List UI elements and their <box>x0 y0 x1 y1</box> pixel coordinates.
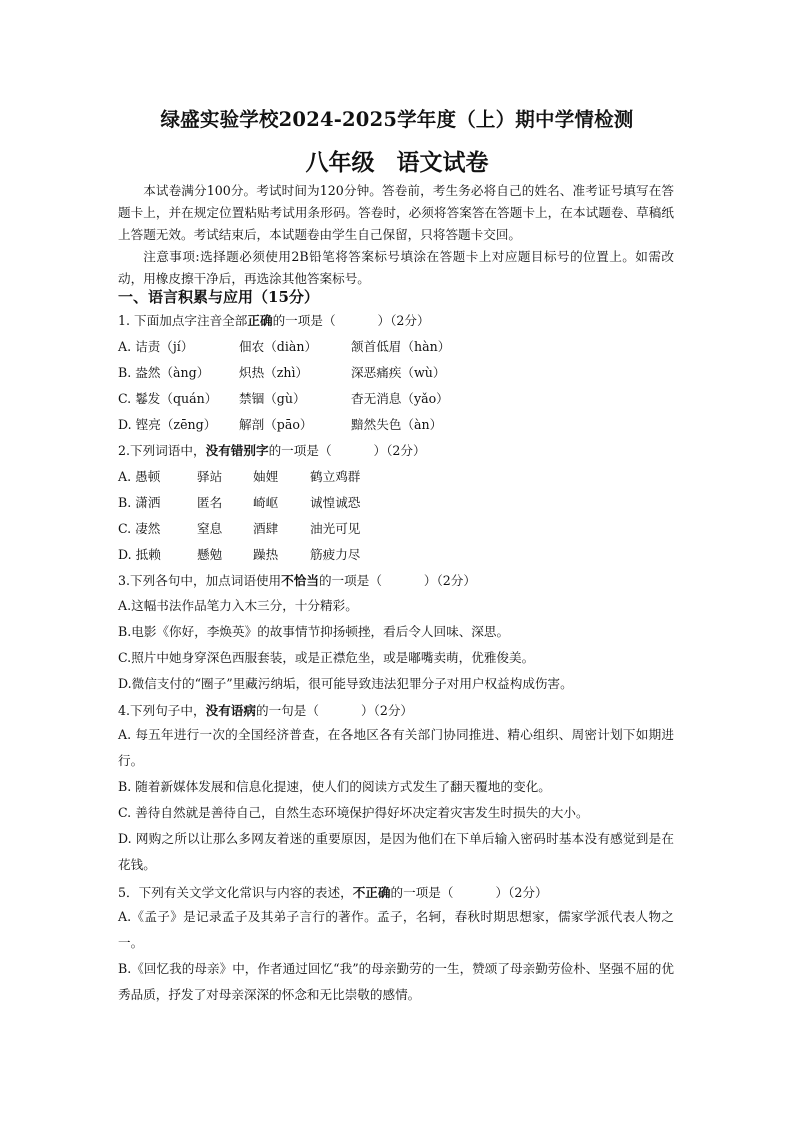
q2-word: B. 潇洒 <box>118 495 161 510</box>
q3-option-d: D.微信支付的“圈子”里藏污纳垢，很可能导致违法犯罪分子对用户权益构成伤害。 <box>118 676 573 691</box>
q1-option-a1: A. 诘责（jí） <box>118 339 194 354</box>
q2-post: 的一项是（ <box>268 443 332 458</box>
q2-word: 油光可见 <box>310 521 361 536</box>
q4-option-c: C. 善待自然就是善待自己，自然生态环境保护得好坏决定着灾害发生时损失的大小。 <box>118 805 589 820</box>
section-heading: 一、语言积累与应用（15分） <box>118 288 319 306</box>
q4-option-a: A. 每五年进行一次的全国经济普查，在各地区各有关部门协同推进、精心组织、周密计划下如期进行。 <box>118 727 674 768</box>
q1-bold: 正确 <box>247 313 273 328</box>
q3-post: 的一项是（ <box>318 573 382 588</box>
q2-word: D. 抵赖 <box>118 547 161 562</box>
q3-pre: 3.下列各句中，加点词语使用 <box>118 573 282 588</box>
q2-word: C. 凄然 <box>118 521 161 536</box>
q2-word: 窒息 <box>197 521 223 536</box>
q4-bold: 没有语病 <box>205 703 256 718</box>
q3-option-b: B.电影《你好，李焕英》的故事情节抑扬顿挫，看后令人回味、深思。 <box>118 624 510 639</box>
intro-paragraph: 本试卷满分100分。考试时间为120分钟。答卷前，考生务必将自己的姓名、准考证号填写在答题卡上，并在规定位置粘贴考试用条形码。答卷时，必须将答案答在答题卡上，在本试题卷、草稿纸上答题无效。考试结束后，本试题卷由学生自己保留，只将答题卡交回。 <box>118 183 674 242</box>
q2-word: 崎岖 <box>253 495 279 510</box>
q2-word: 鹤立鸡群 <box>310 469 361 484</box>
q2-word: 妯娌 <box>253 469 279 484</box>
q1-option-b3: 深恶痛疾（wù） <box>351 365 446 380</box>
exam-subtitle <box>0 144 794 177</box>
q2-bold: 没有错别字 <box>205 443 269 458</box>
q1-option-c1: C. 鬈发（quán） <box>118 391 218 406</box>
q1-option-b2: 炽热（zhì） <box>239 365 309 380</box>
q1-option-a3: 颔首低眉（hàn） <box>351 339 451 354</box>
q1-option-b1: B. 盎然（àng） <box>118 365 210 380</box>
q3-option-a: A.这幅书法作品笔力入木三分，十分精彩。 <box>118 598 358 613</box>
q1-option-d2: 解剖（pāo） <box>239 417 313 432</box>
q1-option-c3: 杳无消息（yǎo） <box>351 391 449 406</box>
q2-word: 懸勉 <box>197 547 223 562</box>
q4-score: ）（2分） <box>360 703 414 718</box>
q5-pre: 5．下列有关文学文化常识与内容的表述， <box>118 885 353 900</box>
q2-pre: 2.下列词语中， <box>118 443 206 458</box>
q2-word: 酒肆 <box>253 521 279 536</box>
q1-post: 的一项是（ <box>272 313 336 328</box>
q1-pre: 1. 下面加点字注音全部 <box>118 313 248 328</box>
question-2-stem <box>118 440 426 459</box>
question-5-stem <box>118 882 548 901</box>
exam-title: 绿盛实验学校2024-2025学年度（上）期中学情检测 <box>160 108 634 131</box>
q5-option-b: B.《回忆我的母亲》中，作者通过回忆“我”的母亲勤劳的一生，赞颂了母亲勤劳俭朴、坚强不屈的优秀品质，抒发了对母亲深深的怀念和无比崇敬的感情。 <box>118 961 674 1002</box>
question-3-stem <box>118 570 476 589</box>
q2-word: 驿站 <box>197 469 223 484</box>
q1-score: ）（2分） <box>377 313 430 328</box>
q1-option-a2: 佃农（diàn） <box>239 339 318 354</box>
q2-word: 躁热 <box>253 547 279 562</box>
subject-label: 语文试卷 <box>396 149 489 176</box>
q5-option-a: A.《孟子》是记录孟子及其弟子言行的著作。孟子，名轲，春秋时期思想家，儒家学派代表人物之一。 <box>118 909 674 950</box>
question-1-stem <box>118 310 430 329</box>
q2-word: A. 愚顿 <box>118 469 161 484</box>
q3-option-c: C.照片中她身穿深色西服套装，或是正襟危坐，或是嘟嘴卖萌，优雅俊美。 <box>118 650 535 665</box>
q5-post: 的一项是（ <box>390 885 454 900</box>
q1-option-d3: 黯然失色（àn） <box>351 417 443 432</box>
q5-score: ）（2分） <box>495 885 548 900</box>
q2-word: 诚惶诚恐 <box>310 495 361 510</box>
question-4-stem <box>118 700 413 719</box>
q4-post: 的一句是（ <box>255 703 319 718</box>
q1-option-c2: 禁锢（gù） <box>239 391 306 406</box>
notice-paragraph: 注意事项:选择题必须使用2B铅笔将答案标号填涂在答题卡上对应题目标号的位置上。如需改动，用橡皮擦干净后，再选涂其他答案标号。 <box>118 249 674 286</box>
q3-score: ）（2分） <box>423 573 476 588</box>
q4-option-d: D. 网购之所以让那么多网友着迷的重要原因，是因为他们在下单后输入密码时基本没有感觉到是在花钱。 <box>118 831 674 872</box>
q2-word: 匿名 <box>197 495 223 510</box>
q5-bold: 不正确 <box>352 885 391 900</box>
q4-option-b: B. 随着新媒体发展和信息化提速，使人们的阅读方式发生了翻天覆地的变化。 <box>118 779 551 794</box>
grade-label: 八年级 <box>305 149 375 176</box>
q1-option-d1: D. 铿亮（zēng） <box>118 417 217 432</box>
q4-pre: 4.下列句子中， <box>118 703 206 718</box>
q3-bold: 不恰当 <box>281 573 319 588</box>
q2-score: ）（2分） <box>373 443 426 458</box>
q2-word: 筋疲力尽 <box>310 547 361 562</box>
